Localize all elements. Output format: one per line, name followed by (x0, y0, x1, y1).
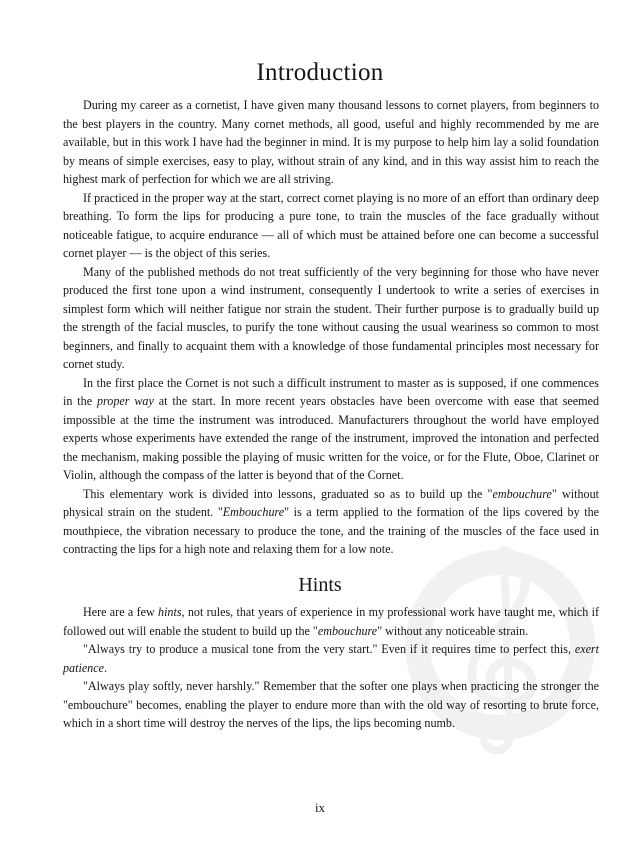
hints-paragraph-2: "Always try to produce a musical tone from the very start." Even if it requires time to perfect this, exert patience. (63, 642, 599, 675)
hints-heading: Hints (298, 574, 342, 596)
intro-paragraph-5: This elementary work is divided into lessons, graduated so as to build up the "embouchure" without physical strain on the student. "Embouchure" is a term applied to the formation of the lips covered by the mouthpiece, the vibration necessary to produce the tone, and the training of the muscles of the face used in contracting the lips for a high note and relaxing them for a low note. (63, 486, 599, 556)
intro-paragraph-1: During my career as a cornetist, I have given many thousand lessons to cornet players, from beginners to the best players in the country. Many cornet methods, all good, useful and highly recommended by me are available, but in this work I have had the beginner in mind. It is my purpose to help him lay a solid foundation by means of simple exercises, easy to play, without strain of any kind, and in this way assist him to reach the highest mark of perfection for which we are all striving. (63, 98, 599, 186)
emphasis-embouchure-hints: embouchure (317, 623, 378, 638)
emphasis-embouchure: embouchure (492, 486, 552, 501)
hints-paragraph-3: "Always play softly, never harshly." Remember that the softer one plays when practicing the stronger the "embouchure" becomes, enabling the player to endure more than with the old way of resorting to brute force, which in a short time will destroy the nerves of the lips, the lips becoming numb. (63, 679, 599, 730)
intro-paragraph-3: Many of the published methods do not treat sufficiently of the very beginning for those who have never produced the first tone upon a wind instrument, consequently I undertook to write a series of exercises in simplest form which will neither fatigue nor strain the student. Their further purpose is to gradually build up the strength of the facial muscles, to purify the tone without causing the usual weariness so common to most beginners, and finally to acquaint them with a knowledge of those fundamental principles most necessary for cornet study. (63, 264, 599, 371)
emphasis-embouchure-term: Embouchure (222, 505, 285, 519)
hints-section (63, 603, 599, 733)
hints-paragraph-1: Here are a few hints, not rules, that years of experience in my professional work have taught me, which if followed out will enable the student to build up the "embouchure" without any noticeable strain. (63, 605, 599, 638)
emphasis-proper-way: proper way (96, 394, 154, 408)
introduction-heading: Introduction (256, 59, 384, 86)
page-number: ix (314, 800, 326, 815)
introduction-section (63, 96, 599, 559)
emphasis-exert-patience: exert patience (63, 642, 599, 675)
intro-paragraph-2: If practiced in the proper way at the start, correct cornet playing is no more of an effort than ordinary deep breathing. To form the lips for producing a pure tone, to train the muscles of the face gradually without noticeable fatigue, to acquire endurance — all of which must be attained before one can become a successful cornet player — is the object of this series. (63, 190, 599, 260)
intro-paragraph-4: In the first place the Cornet is not such a difficult instrument to master as is supposed, if one commences in the proper way at the start. In more recent years obstacles have been overcome with ease that seemed impossible at the time the instrument was introduced. Manufacturers throughout the world have employed experts whose experiments have extended the range of the instrument, improved the intonation and perfected the mechanism, making possible the playing of music written for the voice, or for the Flute, Oboe, Clarinet or Violin, although the compass of the latter is beyond that of the Cornet. (63, 375, 599, 482)
emphasis-hints: hints (158, 605, 182, 619)
